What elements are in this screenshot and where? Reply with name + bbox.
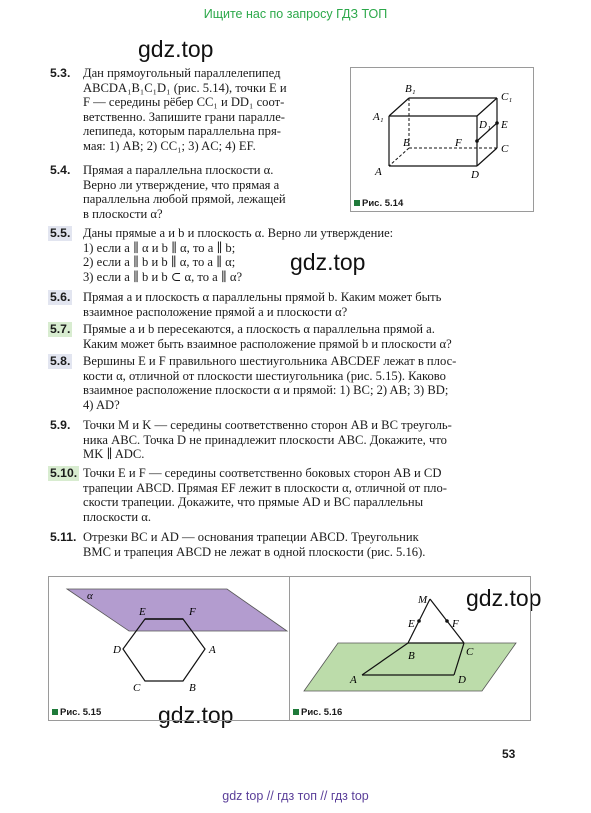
- figure-5-16: [289, 576, 531, 721]
- point-label: F: [455, 137, 462, 149]
- problem-5-9: [48, 418, 540, 462]
- problem-number: 5.10.: [50, 466, 78, 480]
- problem-line: в плоскости α?: [83, 206, 163, 221]
- problem-line: Прямая a параллельна плоскости α.: [83, 163, 274, 177]
- vertex-label: C: [466, 646, 474, 658]
- point-label: E: [501, 119, 508, 131]
- vertex-label: B: [403, 137, 410, 149]
- plane-label: α: [87, 590, 93, 602]
- problem-5-8: [48, 354, 540, 412]
- watermark: gdz.top: [290, 249, 366, 275]
- watermark: gdz.top: [466, 585, 542, 611]
- problem-line: лепипеда, которым параллельна пря-: [83, 124, 281, 139]
- problem-line: ветственно. Запишите грани паралле-: [83, 109, 285, 124]
- watermark: gdz.top: [138, 36, 214, 62]
- problem-number: 5.6.: [50, 290, 71, 304]
- vertex-label: A₁: [373, 111, 384, 123]
- vertex-label: B: [189, 682, 196, 694]
- problem-number: 5.11.: [50, 530, 77, 544]
- problem-line: 1) если a ∥ α и b ∥ α, то a ∥ b;: [83, 240, 236, 255]
- figure-caption: Рис. 5.16: [293, 707, 342, 718]
- point-label: E: [408, 618, 415, 630]
- problem-line: взаимное расположение плоскости α и прямой: 1) BC; 2) AB; 3) BD;: [83, 383, 449, 398]
- problem-line: Вершины E и F правильного шестиугольника ABCDEF лежат в плос-: [83, 354, 457, 368]
- problem-5-4: [48, 163, 348, 221]
- problem-line: трапеции ABCD. Прямая EF лежит в плоскости α, отличной от пло-: [83, 480, 447, 495]
- figure-caption: Рис. 5.14: [354, 198, 403, 209]
- caption-marker-icon: [52, 709, 58, 715]
- vertex-label: C₁: [501, 91, 513, 103]
- problem-line: Верно ли утверждение, что прямая a: [83, 177, 280, 192]
- vertex-label: B₁: [405, 83, 416, 95]
- vertex-label: B: [408, 650, 415, 662]
- vertex-label: M: [418, 594, 428, 606]
- problem-5-11: [48, 530, 540, 559]
- problem-line: взаимное расположение прямой a и плоскости α?: [83, 304, 348, 319]
- problem-number: 5.8.: [50, 354, 71, 368]
- page-footer: gdz top // гдз топ // гдз top: [222, 789, 369, 803]
- parallelepiped-diagram: [351, 68, 533, 211]
- vertex-label: D₁: [479, 119, 491, 131]
- page-number: 53: [502, 747, 516, 761]
- trapezoid-triangle-diagram: [290, 577, 530, 720]
- figure-5-15: [48, 576, 290, 721]
- problem-line: Отрезки BC и AD — основания трапеции ABCD. Треугольник: [83, 530, 419, 544]
- problem-line: Дан прямоугольный параллелепипед: [83, 66, 281, 80]
- vertex-label: A: [350, 674, 357, 686]
- vertex-label: D: [113, 644, 121, 656]
- problem-line: плоскости α.: [83, 509, 152, 524]
- problem-line: MK ∥ ADC.: [83, 447, 145, 462]
- problem-5-3: [48, 66, 348, 154]
- figure-5-14: [350, 67, 534, 212]
- vertex-label: D: [471, 169, 479, 181]
- problem-line: параллельна любой прямой, лежащей: [83, 192, 286, 207]
- problem-number: 5.3.: [50, 66, 71, 80]
- problem-line: скости трапеции. Докажите, что прямые AD и BC параллельны: [83, 495, 424, 510]
- problem-line: мая: 1) AB; 2) CC₁; 3) AC; 4) EF.: [83, 138, 256, 153]
- hexagon-plane-diagram: [49, 577, 289, 720]
- problem-line: Точки M и K — середины соответственно сторон AB и BC треуголь-: [83, 418, 452, 432]
- problem-line: Даны прямые a и b и плоскость α. Верно ли утверждение:: [83, 226, 394, 240]
- caption-marker-icon: [293, 709, 299, 715]
- problem-line: кости α, отличной от плоскости шестиугольника (рис. 5.15). Каково: [83, 368, 446, 383]
- problem-line: BMC и трапеция ABCD не лежат в одной плоскости (рис. 5.16).: [83, 544, 426, 559]
- vertex-label: A: [209, 644, 216, 656]
- vertex-label: C: [501, 143, 509, 155]
- problem-5-6: [48, 290, 540, 319]
- watermark: gdz.top: [158, 702, 234, 728]
- problem-line: 3) если a ∥ b и b ⊂ α, то a ∥ α?: [83, 269, 243, 284]
- problem-line: 2) если a ∥ b и b ∥ α, то a ∥ α;: [83, 255, 236, 270]
- vertex-label: A: [375, 166, 382, 178]
- figure-caption: Рис. 5.15: [52, 707, 101, 718]
- problem-line: ника ABC. Точка D не принадлежит плоскости ABC. Докажите, что: [83, 432, 447, 447]
- problem-line: F — середины рёбер CC₁ и DD₁ соот-: [83, 95, 285, 110]
- problem-line: Прямая a и плоскость α параллельны прямой b. Каким может быть: [83, 290, 442, 304]
- caption-marker-icon: [354, 200, 360, 206]
- page-header: Ищите нас по запросу ГДЗ ТОП: [203, 7, 388, 21]
- problem-5-10: [48, 466, 540, 524]
- problem-number: 5.9.: [50, 418, 71, 432]
- problem-line: Каким может быть взаимное расположение прямой b и плоскости α?: [83, 336, 452, 351]
- vertex-label: C: [133, 682, 141, 694]
- vertex-label: D: [458, 674, 466, 686]
- problem-number: 5.7.: [50, 322, 71, 336]
- problem-5-7: [48, 322, 540, 351]
- problem-number: 5.4.: [50, 163, 71, 177]
- vertex-label: E: [139, 606, 146, 618]
- point-label: F: [452, 618, 459, 630]
- problem-5-5: [48, 226, 540, 284]
- vertex-label: F: [189, 606, 196, 618]
- problem-line: Точки E и F — середины соответственно боковых сторон AB и CD: [83, 466, 442, 480]
- problem-line: ABCDA₁B₁C₁D₁ (рис. 5.14), точки E и: [83, 80, 287, 95]
- problem-line: 4) AD?: [83, 397, 120, 412]
- problem-line: Прямые a и b пересекаются, а плоскость α параллельна прямой a.: [83, 322, 435, 336]
- problem-number: 5.5.: [50, 226, 71, 240]
